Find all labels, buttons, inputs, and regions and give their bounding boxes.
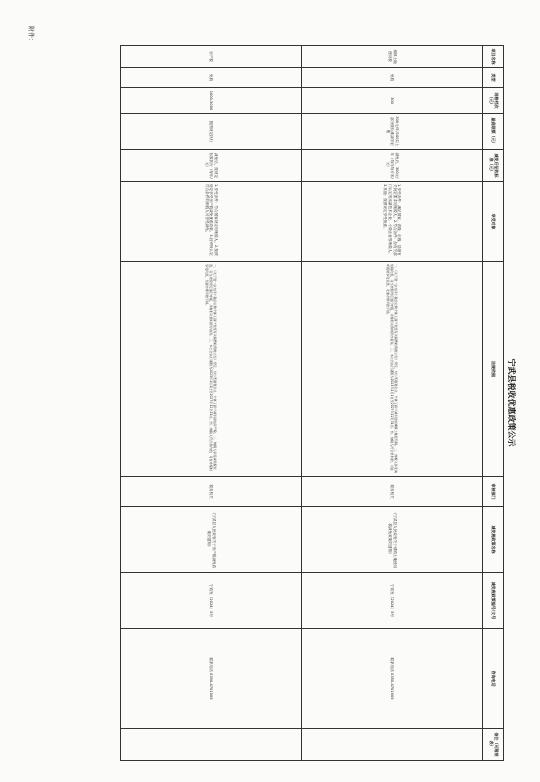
- cell-target: 1.享受条件：符合国家规定的纳税人。2.按照规定享受房产税减免优惠政策。3.经审核认定符合条件的纳税人可享受减免。: [121, 182, 302, 262]
- header-cell: 减免后征收标准（元）: [483, 150, 504, 182]
- cell-target: 1.享受条件：满足国家、省级、市级、县级有关规定要求的纳税人。2.符合条件：经有关部门认定的高新技术企业、小微企业等纳税人。3.其他：按照规定享受优惠。: [302, 182, 483, 262]
- cell-limit: 300元/年/100以上部分按标准减半征收: [302, 114, 483, 150]
- rotated-table-block: [104, 45, 520, 760]
- document-title: 宁武县税收优惠政策公示: [507, 358, 517, 447]
- cell-name: 城镇土地使用税: [302, 46, 483, 68]
- cell-reduced: 减免后，300元/年（每年每平米/元）: [302, 150, 483, 182]
- cell-phone: 联系电话 0350-4701909: [121, 629, 302, 729]
- header-cell: 项目名称: [483, 46, 504, 68]
- cell-limit: 按照规定执行: [121, 114, 302, 150]
- header-cell: 备注（可附图表）: [483, 729, 504, 761]
- table-row: [121, 46, 302, 761]
- cell-type: 免税: [302, 68, 483, 88]
- cell-remark: [121, 729, 302, 761]
- cell-grade: 300: [302, 88, 483, 114]
- tax-preference-table: [120, 45, 504, 761]
- header-cell: 最高限额（元）: [483, 114, 504, 150]
- cell-grade: 1000-5000: [121, 88, 302, 114]
- header-cell: 咨询电话: [483, 629, 504, 729]
- cell-dept: 税务机关: [302, 477, 483, 507]
- header-cell: 审核部门: [483, 477, 504, 507]
- table-row: [302, 46, 483, 761]
- cell-doc-no: 宁政发〔2024〕5号: [121, 573, 302, 629]
- cell-dept: 税务机关: [121, 477, 302, 507]
- cell-reduced: 减免后，按规定标准执行（每年/元）: [121, 150, 302, 182]
- header-cell: 类型: [483, 68, 504, 88]
- cell-law: 一、《关于进一步支持小微企业和个体工商户发展有关税费政策的公告》规定，对小型微利企业、个体工商户减半征收城镇土地使用税。二、纳税人享受减免税优惠，应当按照规定进行申报，并将相关资料留存备查。三、本公告执行期限为2023年1月1日至2027年12月31日。四、纳税人符合条件的，可在申报时享受优惠，无需办理审批手续。: [302, 262, 483, 477]
- cell-phone: 联系电话 0350-4701909: [302, 629, 483, 729]
- header-cell: 网格档次（元）: [483, 88, 504, 114]
- cell-remark: [302, 729, 483, 761]
- header-row: [483, 46, 504, 761]
- cell-law: 一、《关于进一步支持小微企业和个体工商户发展有关税费政策的公告》规定，对小型微利企业、个体工商户减半征收房产税。二、纳税人享受减免税优惠，应当按照规定进行申报，并将相关资料留存备查。三、本公告执行期限为2023年1月1日至2027年12月31日。四、纳税人符合条件的，可在申报时享受优惠，无需办理审批手续。: [121, 262, 302, 477]
- header-cell: 减免税政策名称: [483, 507, 504, 573]
- cell-policy: 《宁武县人民政府关于城镇土地使用税减免政策的通知》: [302, 507, 483, 573]
- cell-doc-no: 宁政发〔2024〕5号: [302, 573, 483, 629]
- header-cell: 法规依据: [483, 262, 504, 477]
- header-cell: 减免税政策编号/文号: [483, 573, 504, 629]
- cell-name: 房产税: [121, 46, 302, 68]
- header-cell: 享受对象: [483, 182, 504, 262]
- attachment-label: 附件：: [27, 26, 34, 45]
- cell-policy: 《宁武县人民政府关于房产税减免政策的通知》: [121, 507, 302, 573]
- cell-type: 免税: [121, 68, 302, 88]
